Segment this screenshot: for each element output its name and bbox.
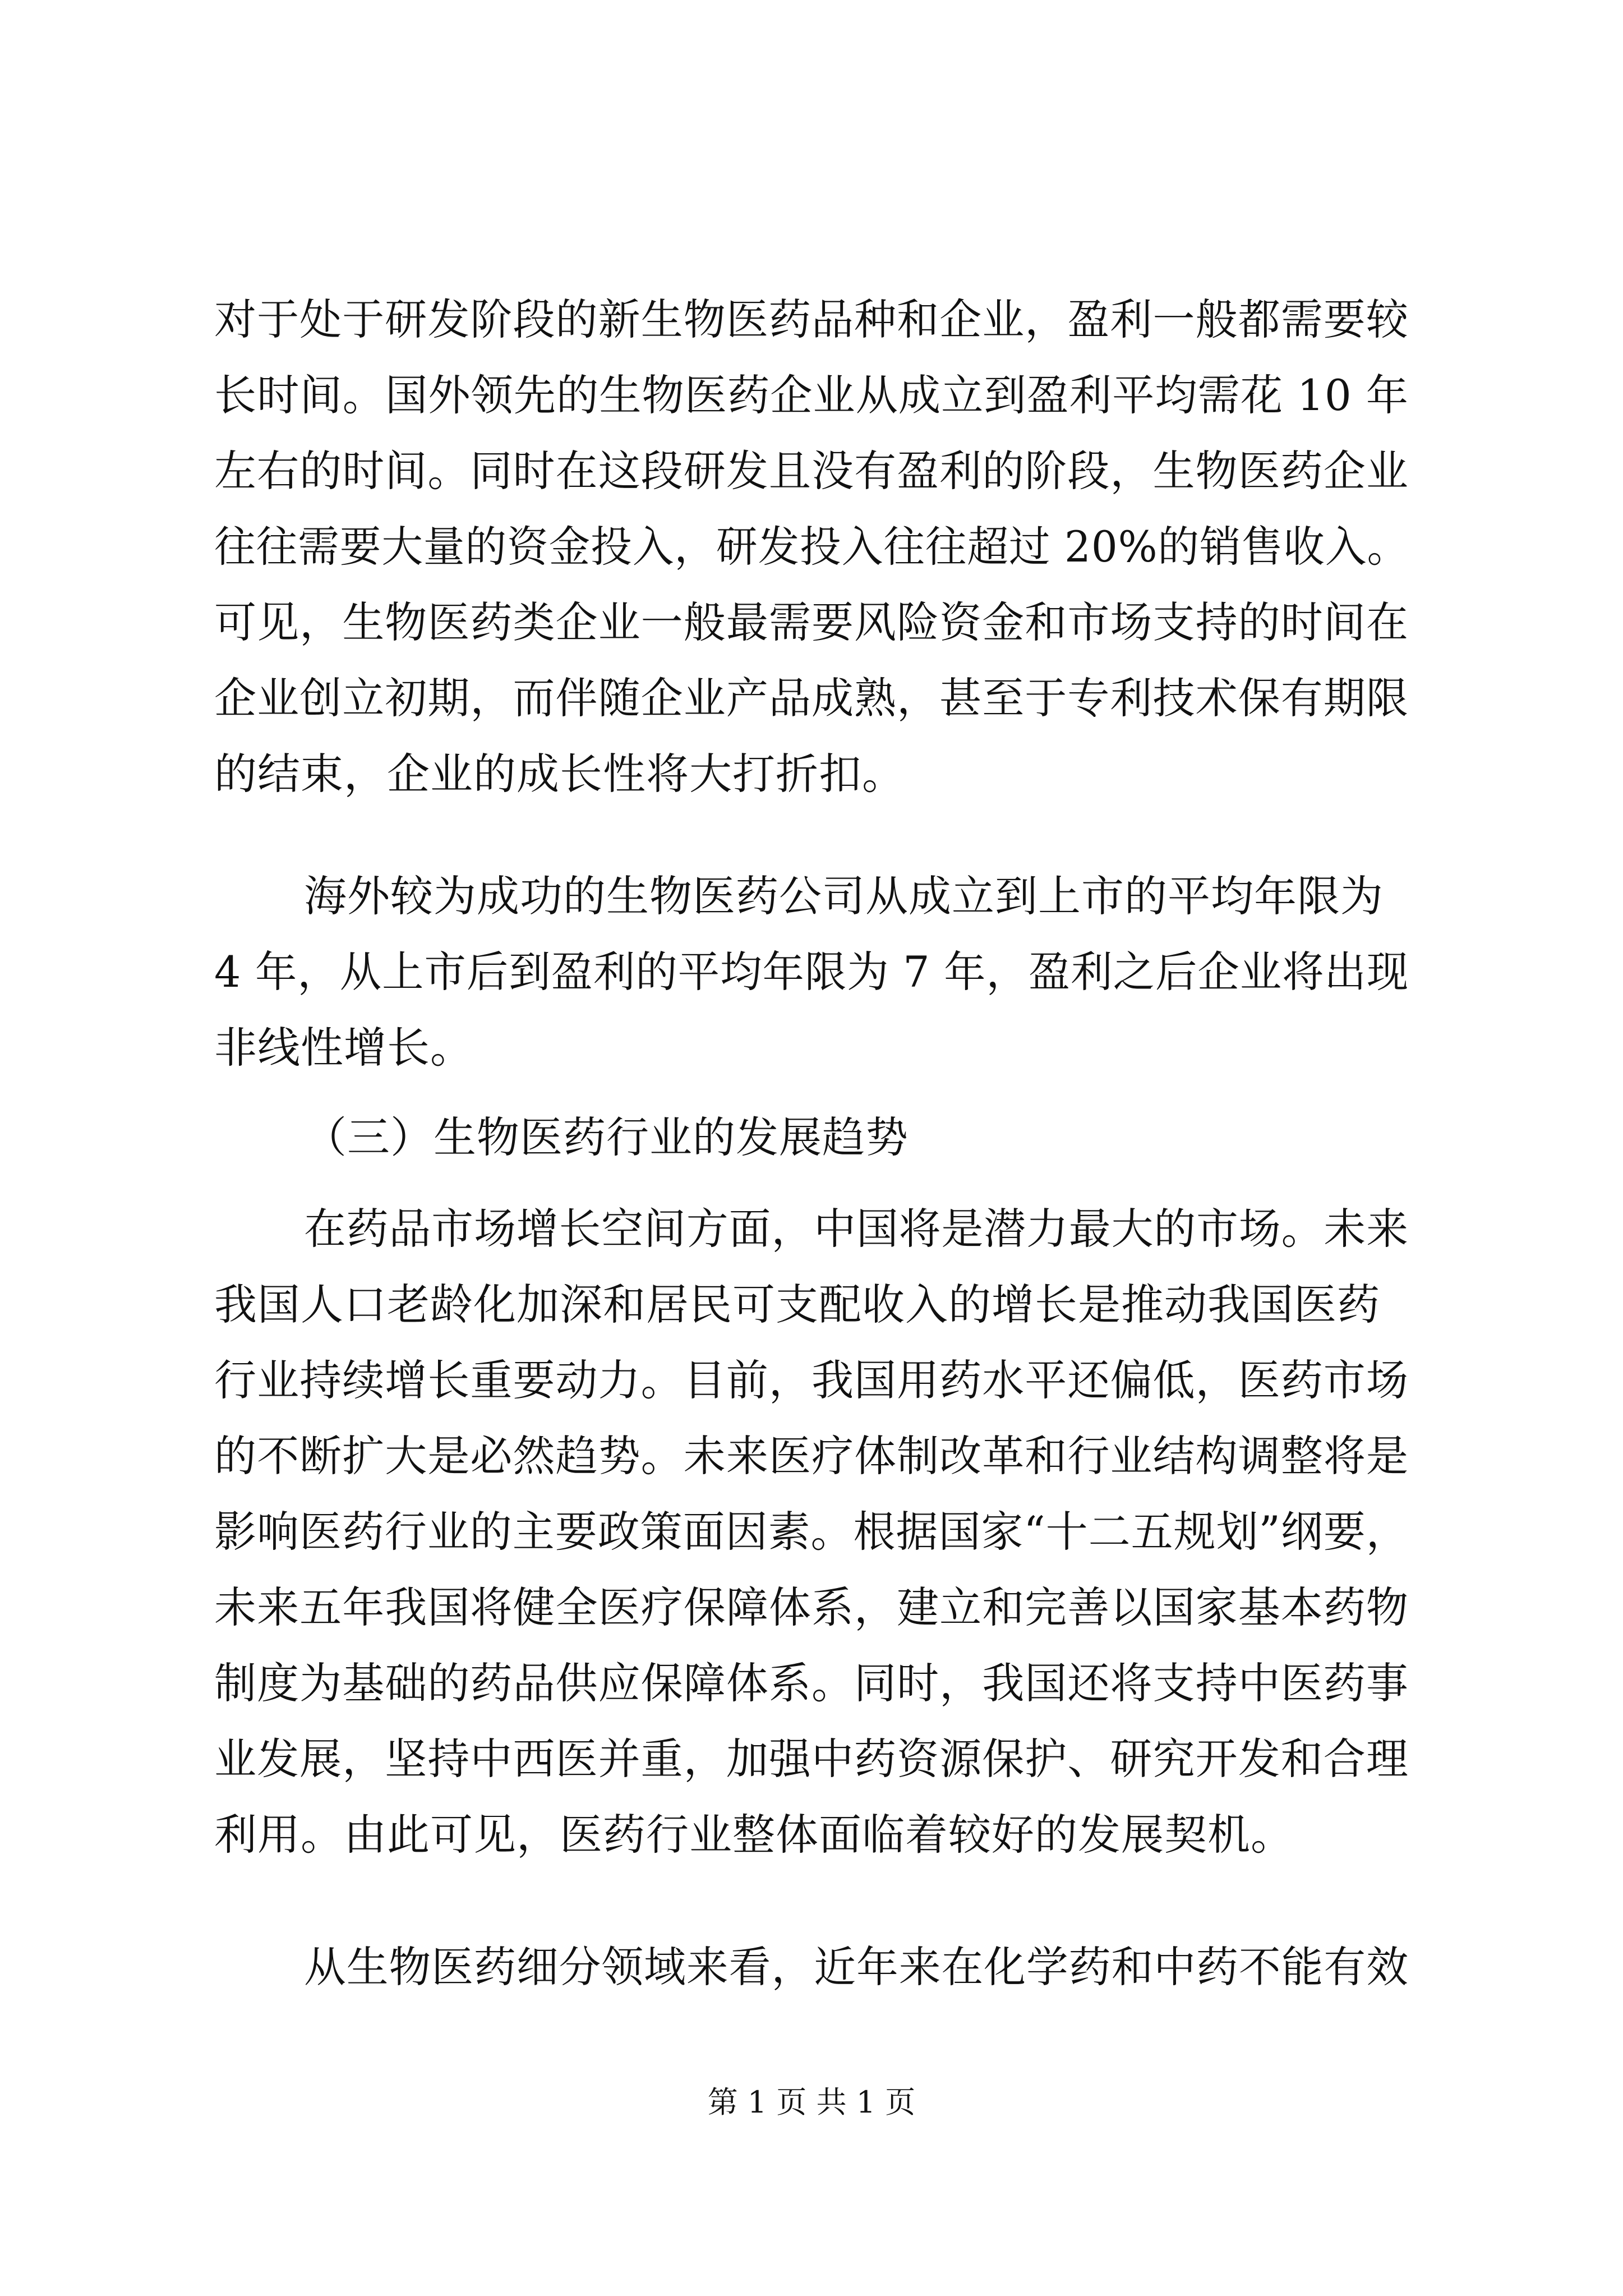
text-line-3: 左右的时间。同时在这段研发且没有盈利的阶段，生物医药企业 [214,446,1409,496]
text-line-21: 从生物医药细分领域来看，近年来在化学药和中药不能有效 [304,1942,1409,1992]
text-line-15: 的不断扩大是必然趋势。未来医疗体制改革和行业结构调整将是 [214,1431,1409,1481]
text-line-16: 影响医药行业的主要政策面因素。根据国家“十二五规划”纲要， [214,1507,1409,1557]
text-line-14: 行业持续增长重要动力。目前，我国用药水平还偏低，医药市场 [214,1355,1409,1405]
text-line-5: 可见，生物医药类企业一般最需要风险资金和市场支持的时间在 [214,597,1409,647]
page-footer: 第 1 页 共 1 页 [707,2085,916,2120]
text-line-1: 对于处于研发阶段的新生物医药品种和企业，盈利一般都需要较 [214,295,1409,344]
text-line-20: 利用。由此可见，医药行业整体面临着较好的发展契机。 [214,1810,1294,1860]
text-line-10: 非线性增长。 [214,1023,473,1073]
section-heading: （三）生物医药行业的发展趋势 [304,1112,909,1162]
text-line-4: 往往需要大量的资金投入，研发投入往往超过 20%的销售收入。 [214,522,1409,572]
text-line-19: 业发展，坚持中西医并重，加强中药资源保护、研究开发和合理 [214,1734,1409,1784]
text-line-6: 企业创立初期，而伴随企业产品成熟，甚至于专利技术保有期限 [214,673,1409,723]
text-line-2: 长时间。国外领先的生物医药企业从成立到盈利平均需花 10 年 [214,370,1409,420]
text-line-12: 在药品市场增长空间方面，中国将是潜力最大的市场。未来 [304,1204,1409,1254]
text-line-17: 未来五年我国将健全医疗保障体系，建立和完善以国家基本药物 [214,1582,1409,1632]
text-line-7: 的结束，企业的成长性将大打折扣。 [214,749,905,799]
text-line-13: 我国人口老龄化加深和居民可支配收入的增长是推动我国医药 [214,1280,1380,1329]
text-line-18: 制度为基础的药品供应保障体系。同时，我国还将支持中医药事 [214,1658,1409,1708]
text-line-9: 4 年，从上市后到盈利的平均年限为 7 年，盈利之后企业将出现 [214,947,1409,997]
text-line-8: 海外较为成功的生物医药公司从成立到上市的平均年限为 [304,871,1384,921]
